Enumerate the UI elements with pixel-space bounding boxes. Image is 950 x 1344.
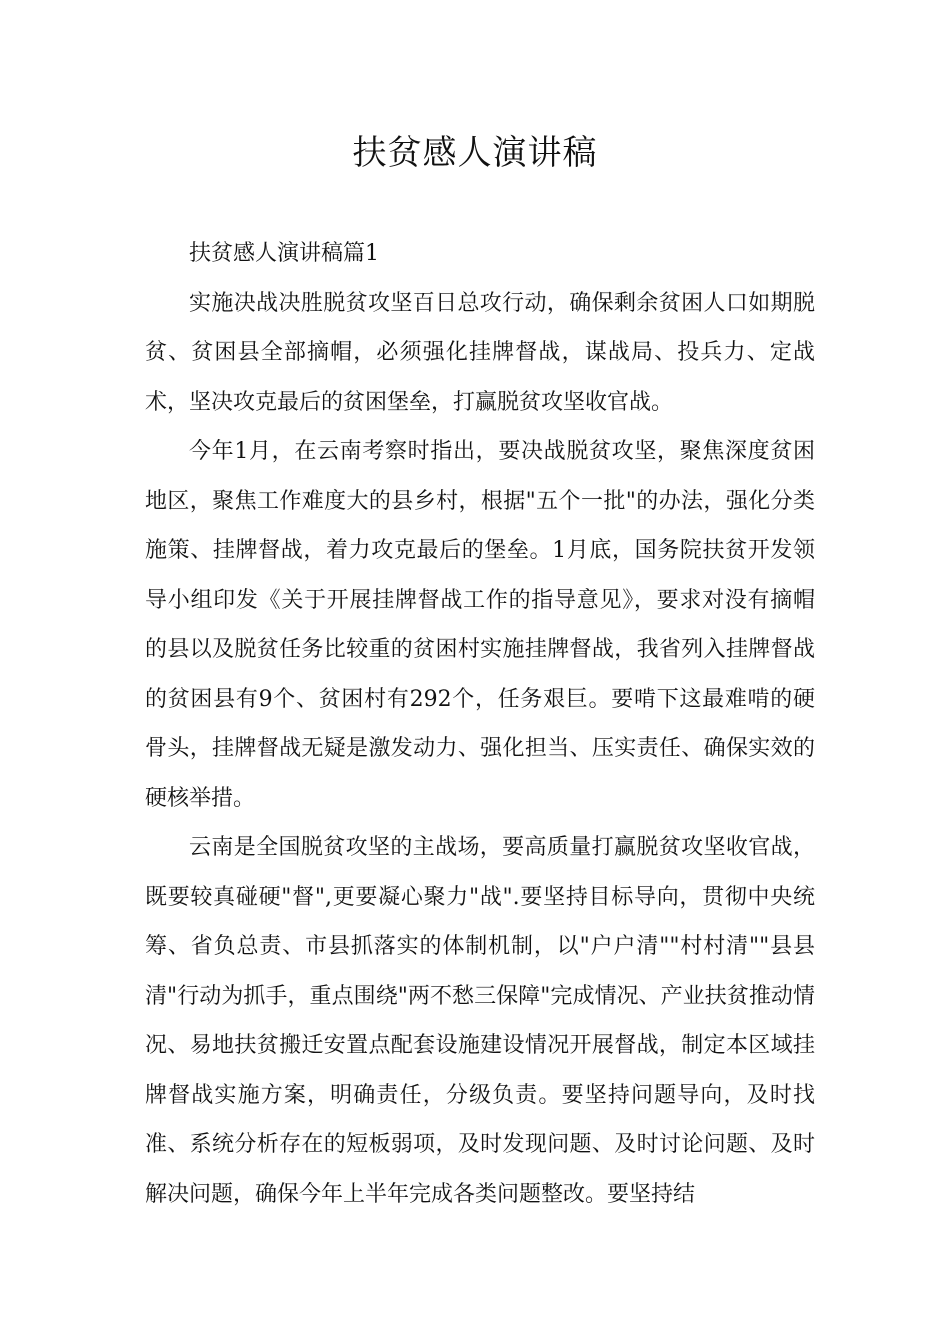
paragraph-1: 实施决战决胜脱贫攻坚百日总攻行动，确保剩余贫困人口如期脱贫、贫困县全部摘帽，必须强化挂牌督战，谋战局、投兵力、定战术，坚决攻克最后的贫困堡垒，打赢脱贫攻坚收官战。 (145, 290, 815, 415)
paragraph-3: 云南是全国脱贫攻坚的主战场，要高质量打赢脱贫攻坚收官战，既要较真碰硬"督",更要凝心聚力"战".要坚持目标导向，贯彻中央统筹、省负总责、市县抓落实的体制机制，以"户户清""村村清""县县清"行动为抓手，重点围绕"两不愁三保障"完成情况、产业扶贫推动情况、易地扶贫搬迁安置点配套设施建设情况开展督战，制定本区域挂牌督战实施方案，明确责任，分级负责。要坚持问题导向，及时找准、系统分析存在的短板弱项，及时发现问题、及时讨论问题、及时解决问题，确保今年上半年完成各类问题整改。要坚持结 (145, 835, 815, 1207)
document-body (145, 229, 815, 1219)
section-heading: 扶贫感人演讲稿篇1 (189, 241, 379, 266)
paragraph-2: 今年1月，在云南考察时指出，要决战脱贫攻坚，聚焦深度贫困地区，聚焦工作难度大的县乡村，根据"五个一批"的办法，强化分类施策、挂牌督战，着力攻克最后的堡垒。1月底，国务院扶贫开发领导小组印发《关于开展挂牌督战工作的指导意见》，要求对没有摘帽的县以及脱贫任务比较重的贫困村实施挂牌督战，我省列入挂牌督战的贫困县有9个、贫困村有292个，任务艰巨。要啃下这最难啃的硬骨头，挂牌督战无疑是激发动力、强化担当、压实责任、确保实效的硬核举措。 (145, 439, 815, 811)
document-title: 扶贫感人演讲稿 (352, 133, 598, 173)
